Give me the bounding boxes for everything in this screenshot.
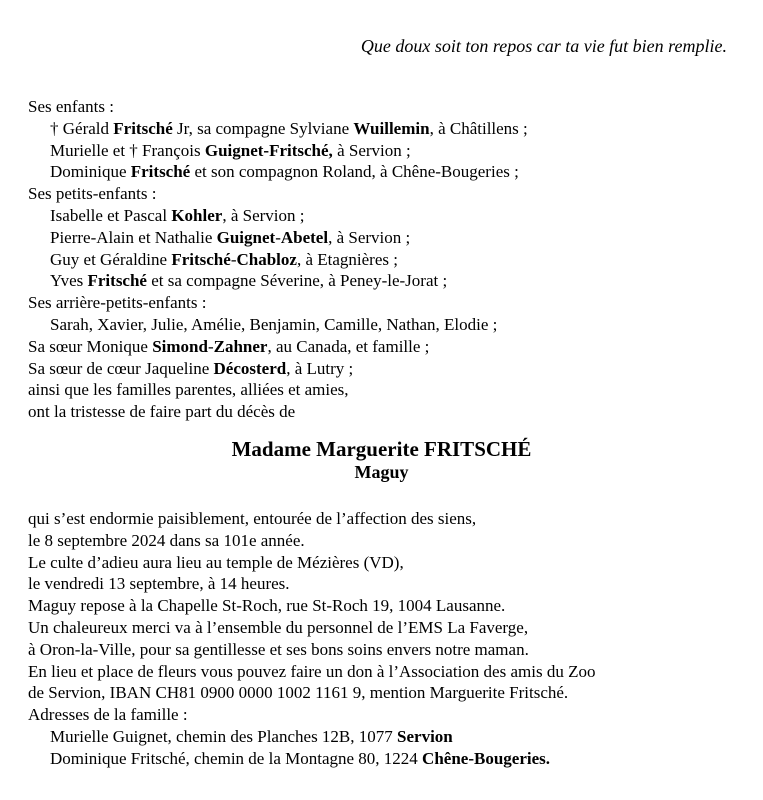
text-segment: Murielle Guignet, chemin des Planches 12B, 1077 xyxy=(50,726,398,746)
epitaph-quote: Que doux soit ton repos car ta vie fut bien remplie. xyxy=(360,36,727,56)
text-segment: Un chaleureux merci va à l’ensemble du personnel de l’EMS La Faverge, xyxy=(28,617,529,637)
family-line xyxy=(28,249,749,271)
name-emphasis: Fritsché xyxy=(130,162,191,182)
text-segment: Ses enfants : xyxy=(28,97,114,116)
text-segment: qui s’est endormie paisiblement, entourée de l’affection des siens, xyxy=(28,509,477,528)
text-segment: Ses arrière-petits-enfants : xyxy=(28,293,207,313)
family-line xyxy=(28,183,749,205)
text-segment: Sa sœur de cœur Jaqueline xyxy=(28,358,214,378)
text-segment: Le culte d’adieu aura lieu au temple de Mézières (VD), xyxy=(28,552,404,572)
details-line xyxy=(28,639,749,661)
deceased-name: Madame Marguerite FRITSCHÉ xyxy=(231,437,532,461)
text-segment: ont la tristesse de faire part du décès de xyxy=(28,402,296,422)
text-segment: Yves xyxy=(50,271,88,291)
name-emphasis: Fritsché xyxy=(171,249,231,269)
text-segment: - xyxy=(230,249,237,269)
text-segment: de Servion, IBAN CH81 0900 0000 1002 1161 9, mention Marguerite Fritsché. xyxy=(28,683,569,703)
name-emphasis: Zahner xyxy=(213,336,268,356)
details-line xyxy=(28,726,749,748)
deceased-title-block xyxy=(0,437,763,484)
name-emphasis: Guignet-Fritsché, xyxy=(204,140,333,160)
family-line xyxy=(28,118,749,140)
deceased-nickname: Maguy xyxy=(354,462,409,482)
text-segment: Murielle et † François xyxy=(50,140,205,160)
details-list xyxy=(28,508,749,770)
text-segment: Dominique Fritsché, chemin de la Montagne 80, 1224 xyxy=(50,748,423,768)
family-line xyxy=(28,336,749,358)
details-line xyxy=(28,661,749,683)
details-line xyxy=(28,552,749,574)
family-line xyxy=(28,292,749,314)
family-line xyxy=(28,205,749,227)
text-segment: En lieu et place de fleurs vous pouvez faire un don à l’Association des amis du Zoo xyxy=(28,661,596,681)
text-segment: Maguy repose à la Chapelle St-Roch, rue St-Roch 19, 1004 Lausanne. xyxy=(28,596,506,616)
text-segment: - xyxy=(207,336,214,356)
details-line xyxy=(28,617,749,639)
text-segment: ainsi que les familles parentes, alliées et amies, xyxy=(28,380,349,400)
name-emphasis: Chêne-Bougeries. xyxy=(422,748,551,768)
family-line xyxy=(28,227,749,249)
name-emphasis: Simond xyxy=(152,336,208,356)
family-line xyxy=(28,270,749,292)
text-segment: le vendredi 13 septembre, à 14 heures. xyxy=(28,574,290,594)
family-list xyxy=(28,96,749,423)
text-segment: le 8 septembre 2024 dans sa 101e année. xyxy=(28,530,305,550)
name-emphasis: Guignet xyxy=(216,227,276,247)
name-emphasis: Servion xyxy=(397,726,453,746)
text-segment: Dominique xyxy=(50,162,131,182)
text-segment: , à Etagnières ; xyxy=(296,249,398,269)
family-line xyxy=(28,379,749,401)
family-line xyxy=(28,140,749,162)
text-segment: et son compagnon Roland, à Chêne-Bougeries ; xyxy=(190,162,519,182)
text-segment: - xyxy=(275,227,281,247)
text-segment: Ses petits-enfants : xyxy=(28,184,157,204)
family-line xyxy=(28,96,749,118)
text-segment: à Oron-la-Ville, pour sa gentillesse et ses bons soins envers notre maman. xyxy=(28,639,529,659)
name-emphasis: Fritsché xyxy=(113,118,173,138)
name-emphasis: Chabloz xyxy=(236,249,297,269)
text-segment: † Gérald xyxy=(50,118,114,138)
text-segment: Isabelle et Pascal xyxy=(50,205,172,225)
text-segment: , au Canada, et famille ; xyxy=(267,336,430,356)
text-segment: Sarah, Xavier, Julie, Amélie, Benjamin, Camille, Nathan, Elodie ; xyxy=(50,314,498,334)
name-emphasis: Wuillemin xyxy=(353,118,430,138)
text-segment: , à Servion ; xyxy=(328,227,411,247)
details-line xyxy=(28,748,749,770)
text-segment: Jr, sa compagne Sylviane xyxy=(172,118,354,138)
name-emphasis: Décosterd xyxy=(213,358,287,378)
text-segment: Adresses de la famille : xyxy=(28,705,188,725)
family-line xyxy=(28,358,749,380)
details-line xyxy=(28,682,749,704)
text-segment: , à Lutry ; xyxy=(286,358,354,378)
details-line xyxy=(28,573,749,595)
text-segment: à Servion ; xyxy=(332,140,411,160)
details-line xyxy=(28,508,749,530)
details-line xyxy=(28,530,749,552)
text-segment: Guy et Géraldine xyxy=(50,249,172,269)
details-line xyxy=(28,704,749,726)
name-emphasis: Fritsché xyxy=(87,271,147,291)
family-line xyxy=(28,161,749,183)
text-segment: et sa compagne Séverine, à Peney-le-Jorat ; xyxy=(146,271,448,291)
family-line xyxy=(28,401,749,423)
family-line xyxy=(28,314,749,336)
name-emphasis: Kohler xyxy=(171,205,223,225)
text-segment: Sa sœur Monique xyxy=(28,336,153,356)
details-line xyxy=(28,595,749,617)
text-segment: , à Châtillens ; xyxy=(429,118,528,138)
name-emphasis: Abetel xyxy=(280,227,329,247)
text-segment: , à Servion ; xyxy=(222,205,305,225)
text-segment: Pierre-Alain et Nathalie xyxy=(50,227,217,247)
